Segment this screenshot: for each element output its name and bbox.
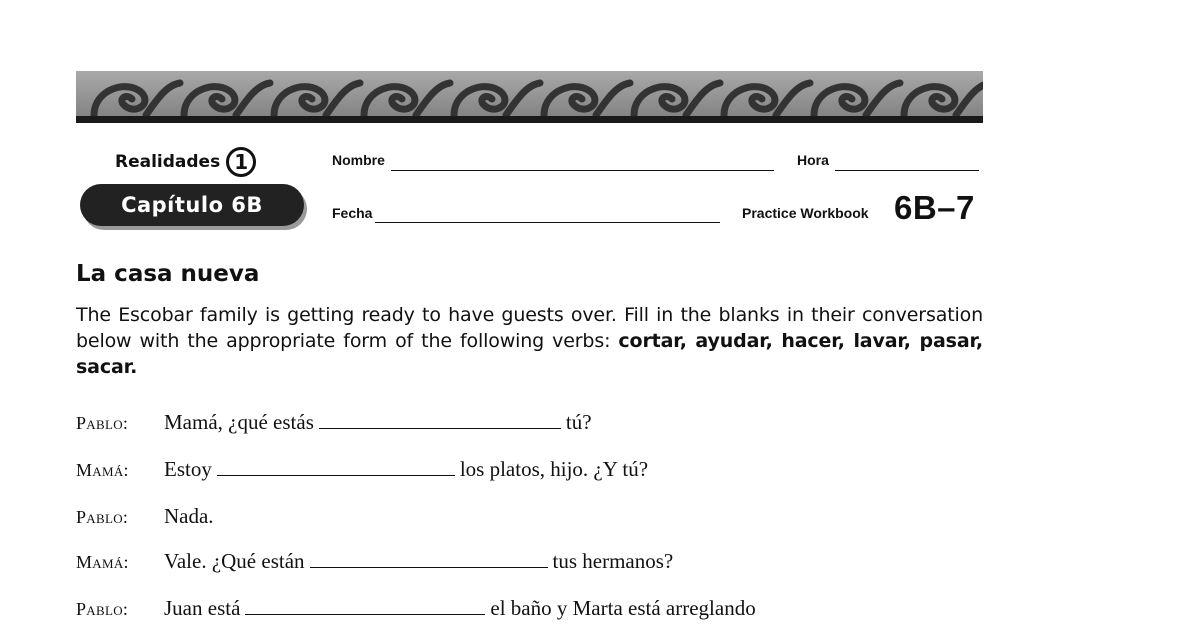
verb-list: cortar, ayudar, hacer, lavar, pasar, sacar. [76,330,983,378]
hora-label: Hora [797,152,829,168]
dialogue-line [76,596,756,621]
answer-blank[interactable] [319,410,561,429]
series-logo [115,147,256,177]
line-text: Vale. ¿Qué están [164,549,305,573]
line-text: Estoy [164,457,212,481]
instructions-text: The Escobar family is getting ready to have guests over. Fill in the blanks in their conversation below with the appropriate form of the following verbs: [76,304,983,352]
speaker: Mamá: [76,460,129,480]
line-text-after: tus hermanos? [552,549,674,573]
series-name: Realidades [115,152,221,172]
activity-instructions [76,302,983,380]
nombre-line[interactable] [391,170,774,171]
dialogue-line [76,457,648,482]
nombre-label: Nombre [332,152,385,168]
speaker: Pablo: [76,599,129,619]
line-text-after: el baño y Marta está arreglando [490,596,756,620]
fecha-line[interactable] [375,222,720,223]
workbook-code: 6B–7 [894,189,975,226]
workbook-label: Practice Workbook [742,205,869,221]
activity-title: La casa nueva [76,261,260,287]
line-text: Juan está [164,596,241,620]
dialogue-line [76,504,214,529]
dialogue-line [76,549,673,574]
speaker: Pablo: [76,507,129,527]
line-text-after: tú? [565,410,592,434]
fecha-label: Fecha [332,205,373,221]
answer-blank[interactable] [310,549,548,568]
answer-blank[interactable] [217,457,455,476]
line-text-after: los platos, hijo. ¿Y tú? [459,457,649,481]
chapter-badge: Capítulo 6B [80,184,304,226]
line-text: Nada. [164,504,214,528]
series-number-badge: 1 [226,147,256,177]
dialogue-line [76,410,592,435]
line-text: Mamá, ¿qué estás [164,410,314,434]
answer-blank[interactable] [245,596,485,615]
speaker: Mamá: [76,552,129,572]
speaker: Pablo: [76,413,129,433]
hora-line[interactable] [835,170,979,171]
decorative-wave-banner [76,71,983,123]
